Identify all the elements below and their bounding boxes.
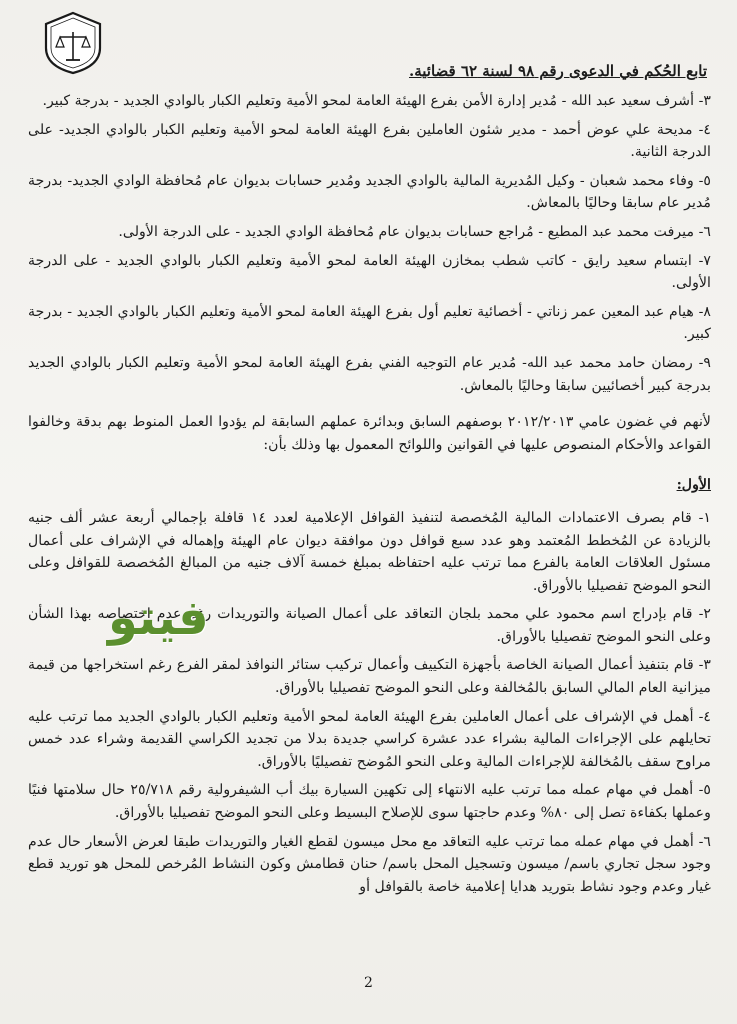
state-council-emblem-icon — [40, 10, 106, 76]
defendant-item: ٥- وفاء محمد شعبان - وكيل المُديرية المالية بالوادي الجديد ومُدير حسابات بديوان عام مُحافظة الوادي الجديد- بدرجة مُدير عام سابقا وحاليًا بالمعاش. — [28, 172, 711, 212]
defendant-item: ٤- مديحة علي عوض أحمد - مدير شئون العاملين بفرع الهيئة العامة لمحو الأمية وتعليم الكبار بالوادي الجديد- على الدرجة الثانية. — [28, 121, 711, 161]
charge-item: ٣- قام بتنفيذ أعمال الصيانة الخاصة بأجهزة التكييف وأعمال تركيب ستائر النوافذ لمقر الفرع رغم استخراجها من قيمة ميزانية العام المالي السابق بالمُخالفة وعلى النحو الموضح تفصيليا بالأوراق. — [28, 657, 711, 697]
charges-intro: لأنهم في غضون عامي ٢٠١٢/٢٠١٣ بوصفهم السابق وبدائرة عملهم السابقة لم يؤدوا العمل المنوط بهم بدقة وخالفوا القواعد والأحكام المنصوص عليها في القوانين واللوائح المعمول بها وذلك بأن: — [28, 414, 711, 453]
page-number: 2 — [364, 975, 373, 991]
section-title: الأول: — [676, 477, 711, 494]
charge-item: ٦- أهمل في مهام عمله مما ترتب عليه التعاقد مع محل ميسون لقطع الغيار والتوريدات طبقا لعرض الأسعار حال عدم وجود سجل تجاري باسم/ ميسون وتسجيل المحل باسم/ حنان قطامش وكون النشاط المُرخص للمحل هو توريد قطع غيار وعدم وجود نشاط بتوريد هدايا إعلامية خاصة بالقوافل أو — [28, 833, 711, 895]
defendant-item: ٨- هيام عبد المعين عمر زناتي - أخصائية تعليم أول بفرع الهيئة العامة لمحو الأمية وتعليم الكبار بالوادي الجديد - بدرجة كبير. — [28, 303, 711, 343]
defendant-item: ٣- أشرف سعيد عبد الله - مُدير إدارة الأمن بفرع الهيئة العامة لمحو الأمية وتعليم الكبار بالوادي الجديد - بدرجة كبير. — [42, 93, 711, 109]
charge-item: ٥- أهمل في مهام عمله مما ترتب عليه الانتهاء إلى تكهين السيارة بيك أب الشيفرولية رقم ٢٥/٧١٨ حال سلامتها فنيًا وعملها بكفاءة تصل إلى ٨٠% وعدم حاجتها سوى للإصلاح البسيط وعلى النحو الموضح تفصيليا بالأوراق. — [28, 782, 711, 822]
defendant-item: ٩- رمضان حامد محمد عبد الله- مُدير عام التوجيه الفني بفرع الهيئة العامة لمحو الأمية وتعليم الكبار بالوادي الجديد بدرجة كبير أخصائيين سابقا وحاليًا بالمعاش. — [28, 354, 711, 394]
document-body — [28, 90, 711, 904]
case-reference-header: تابع الحُكم في الدعوى رقم ٩٨ لسنة ٦٢ قضائية. — [409, 62, 707, 80]
site-watermark: فيتو — [108, 590, 209, 646]
charge-item: ٢- قام بإدراج اسم محمود علي محمد بلجان التعاقد على أعمال الصيانة والتوريدات رغم عدم اختصاصه بهذا الشأن وعلى النحو الموضح تفصيليا بالأوراق. — [28, 606, 711, 645]
defendant-item: ٦- ميرفت محمد عبد المطيع - مُراجع حسابات بديوان عام مُحافظة الوادي الجديد - على الدرجة الأولى. — [118, 223, 711, 240]
charge-item: ١- قام بصرف الاعتمادات المالية المُخصصة لتنفيذ القوافل الإعلامية لعدد ١٤ قافلة بإجمالي أربعة عشر ألف جنيه بالزيادة عن المُخطط المُعتمد وهو عدد سبع قوافل دون موافقة ديوان عام الهيئة وإهماله في الإشراف على أعمال مسئول العلاقات العامة بالفرع مما ترتب عليه احتفاظه بمبلغ خمسة آلاف جنيه من المبالغ المُخصصة للقوافل وعلى النحو الموضح تفصيليا بالأوراق. — [28, 509, 711, 594]
charge-item: ٤- أهمل في الإشراف على أعمال العاملين بفرع الهيئة العامة لمحو الأمية وتعليم الكبار بالوادي الجديد مما ترتب عليه تحايلهم على الإجراءات المالية بشراء عدد عشرة كراسي جديدة بدلا من تجديد الكراسي القديمة وشراء عدد خمس مراوح سقف بالمُخالفة للإجراءات المالية وعلى النحو المُوضح تفصيليًا بالأوراق. — [28, 708, 711, 770]
defendant-item: ٧- ابتسام سعيد رايق - كاتب شطب بمخازن الهيئة العامة لمحو الأمية وتعليم الكبار بالوادي الجديد - على الدرجة الأولى. — [28, 252, 711, 292]
